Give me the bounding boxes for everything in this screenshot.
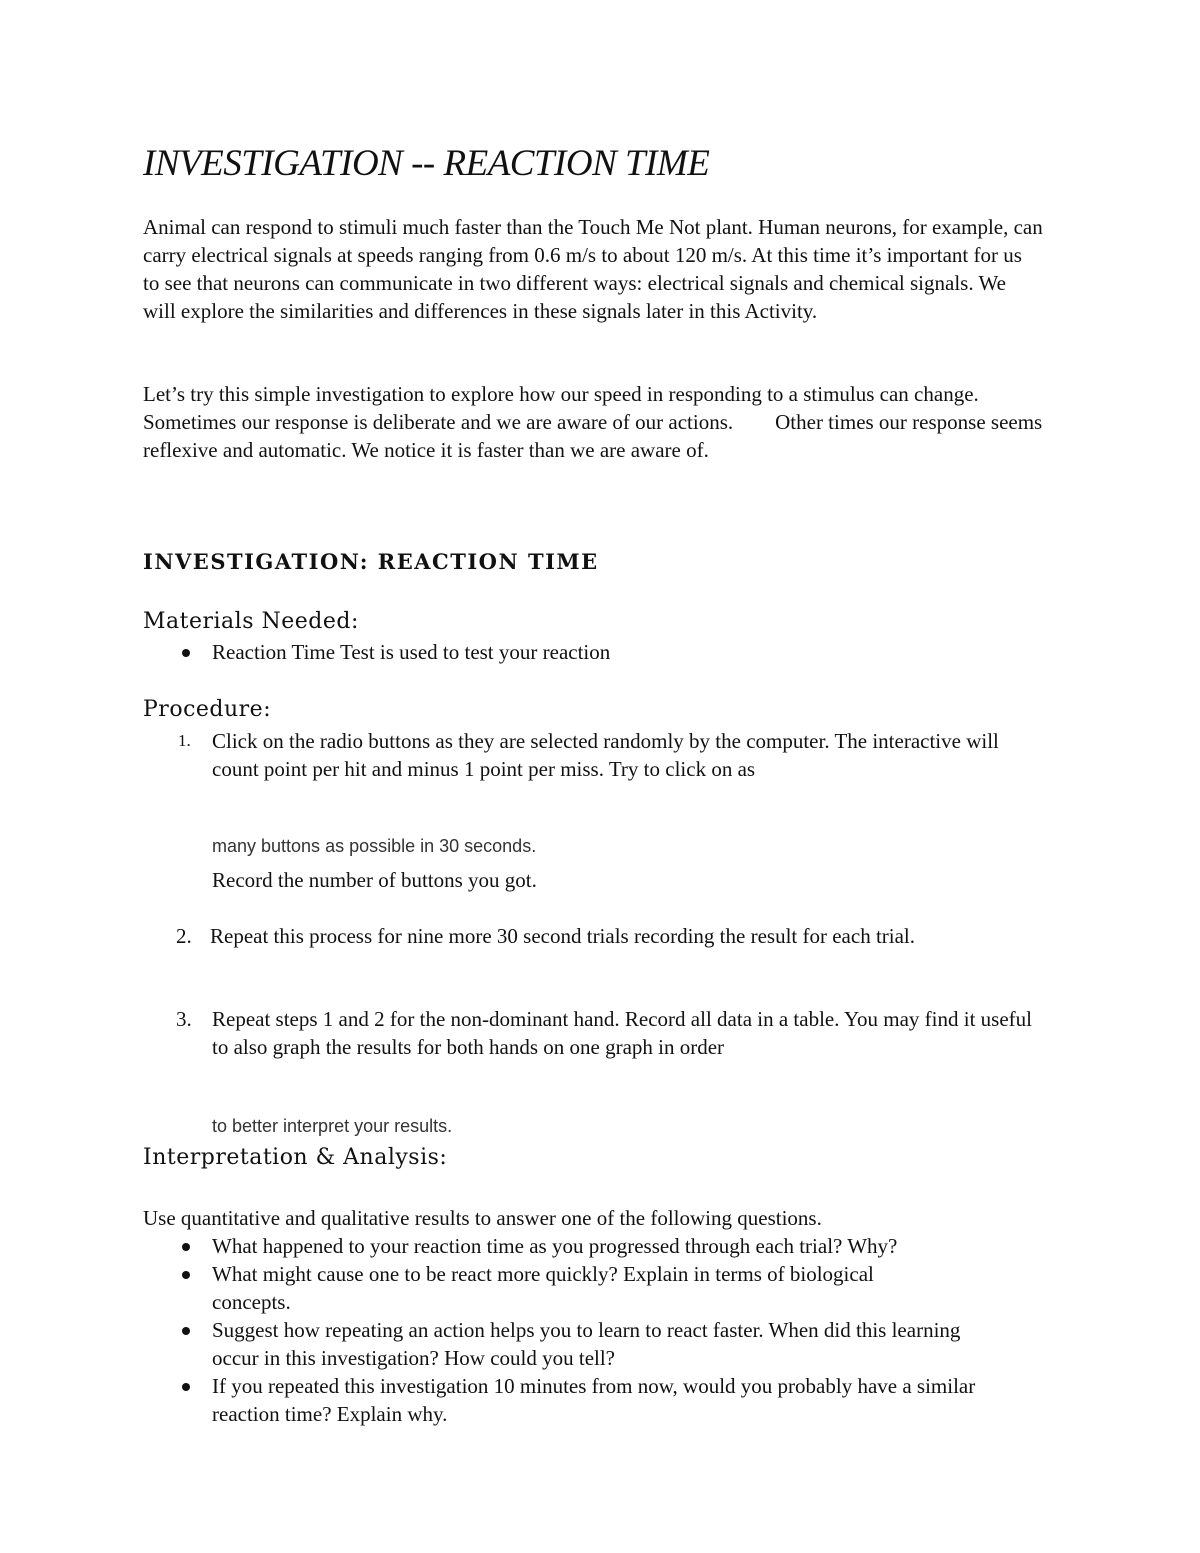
procedure-step [143, 1005, 1033, 1061]
step-3-continuation: to better interpret your results. [212, 1116, 453, 1136]
step-1-followup: Record the number of buttons you got. [212, 868, 537, 892]
step-number: 3. [176, 1007, 192, 1031]
step-number: 2. [176, 924, 192, 948]
question-item [143, 1232, 1073, 1260]
procedure-list-step-1 [143, 727, 1033, 783]
bullet-icon [182, 1327, 190, 1335]
question-item [143, 1372, 1012, 1428]
question-text: What happened to your reaction time as you progressed through each trial? Why? [212, 1234, 898, 1258]
intro-paragraph: Animal can respond to stimuli much faster than the Touch Me Not plant. Human neurons, for example, can carry electrical signals at speeds ranging from 0.6 m/s to about 120 m/s. At this time it’s important for us to see that neurons can communicate in two different ways: electrical signals and chemical signals. We will explore the similarities and differences in these signals later in this Activity. [143, 215, 1043, 323]
procedure-list-step-2 [143, 922, 1023, 950]
bullet-icon [182, 1271, 190, 1279]
question-text: If you repeated this investigation 10 minutes from now, would you probably have a similar reaction time? Explain why. [212, 1374, 976, 1426]
question-item [143, 1316, 1012, 1372]
step-number: 1. [178, 731, 191, 750]
materials-item-text: Reaction Time Test is used to test your reaction [212, 640, 611, 664]
procedure-heading: Procedure: [143, 697, 272, 722]
materials-list [143, 638, 1073, 666]
materials-heading: Materials Needed: [143, 609, 359, 634]
procedure-step [143, 727, 1033, 783]
list-item [143, 638, 1073, 666]
bullet-icon [182, 1383, 190, 1391]
document-title: INVESTIGATION -- REACTION TIME [143, 143, 710, 184]
question-text: Suggest how repeating an action helps you to learn to react faster. When did this learning occur in this investigation? How could you tell? [212, 1318, 961, 1370]
procedure-step [143, 922, 1023, 950]
analysis-questions [143, 1232, 1073, 1428]
question-item [143, 1260, 932, 1316]
step-text: Repeat steps 1 and 2 for the non-dominant hand. Record all data in a table. You may find it useful to also graph the results for both hands on one graph in order [212, 1007, 1032, 1059]
step-text: Repeat this process for nine more 30 second trials recording the result for each trial. [210, 924, 916, 948]
bullet-icon [182, 1243, 190, 1251]
analysis-intro: Use quantitative and qualitative results to answer one of the following questions. [143, 1206, 822, 1230]
bullet-icon [182, 649, 190, 657]
question-text: What might cause one to be react more quickly? Explain in terms of biological concepts. [212, 1262, 874, 1314]
procedure-list-step-3 [143, 1005, 1033, 1061]
analysis-heading: Interpretation & Analysis: [143, 1145, 448, 1170]
section-heading: INVESTIGATION: REACTION TIME [143, 549, 599, 574]
step-1-continuation: many buttons as possible in 30 seconds. [212, 836, 537, 856]
step-text: Click on the radio buttons as they are selected randomly by the computer. The interactive will count point per hit and minus 1 point per miss. Try to click on as [212, 729, 999, 781]
second-paragraph: Let’s try this simple investigation to explore how our speed in responding to a stimulus can change. Sometimes our response is deliberate and we are aware of our actions. Other times our response seems reflexive and automatic. We notice it is faster than we are aware of. [143, 382, 1048, 462]
